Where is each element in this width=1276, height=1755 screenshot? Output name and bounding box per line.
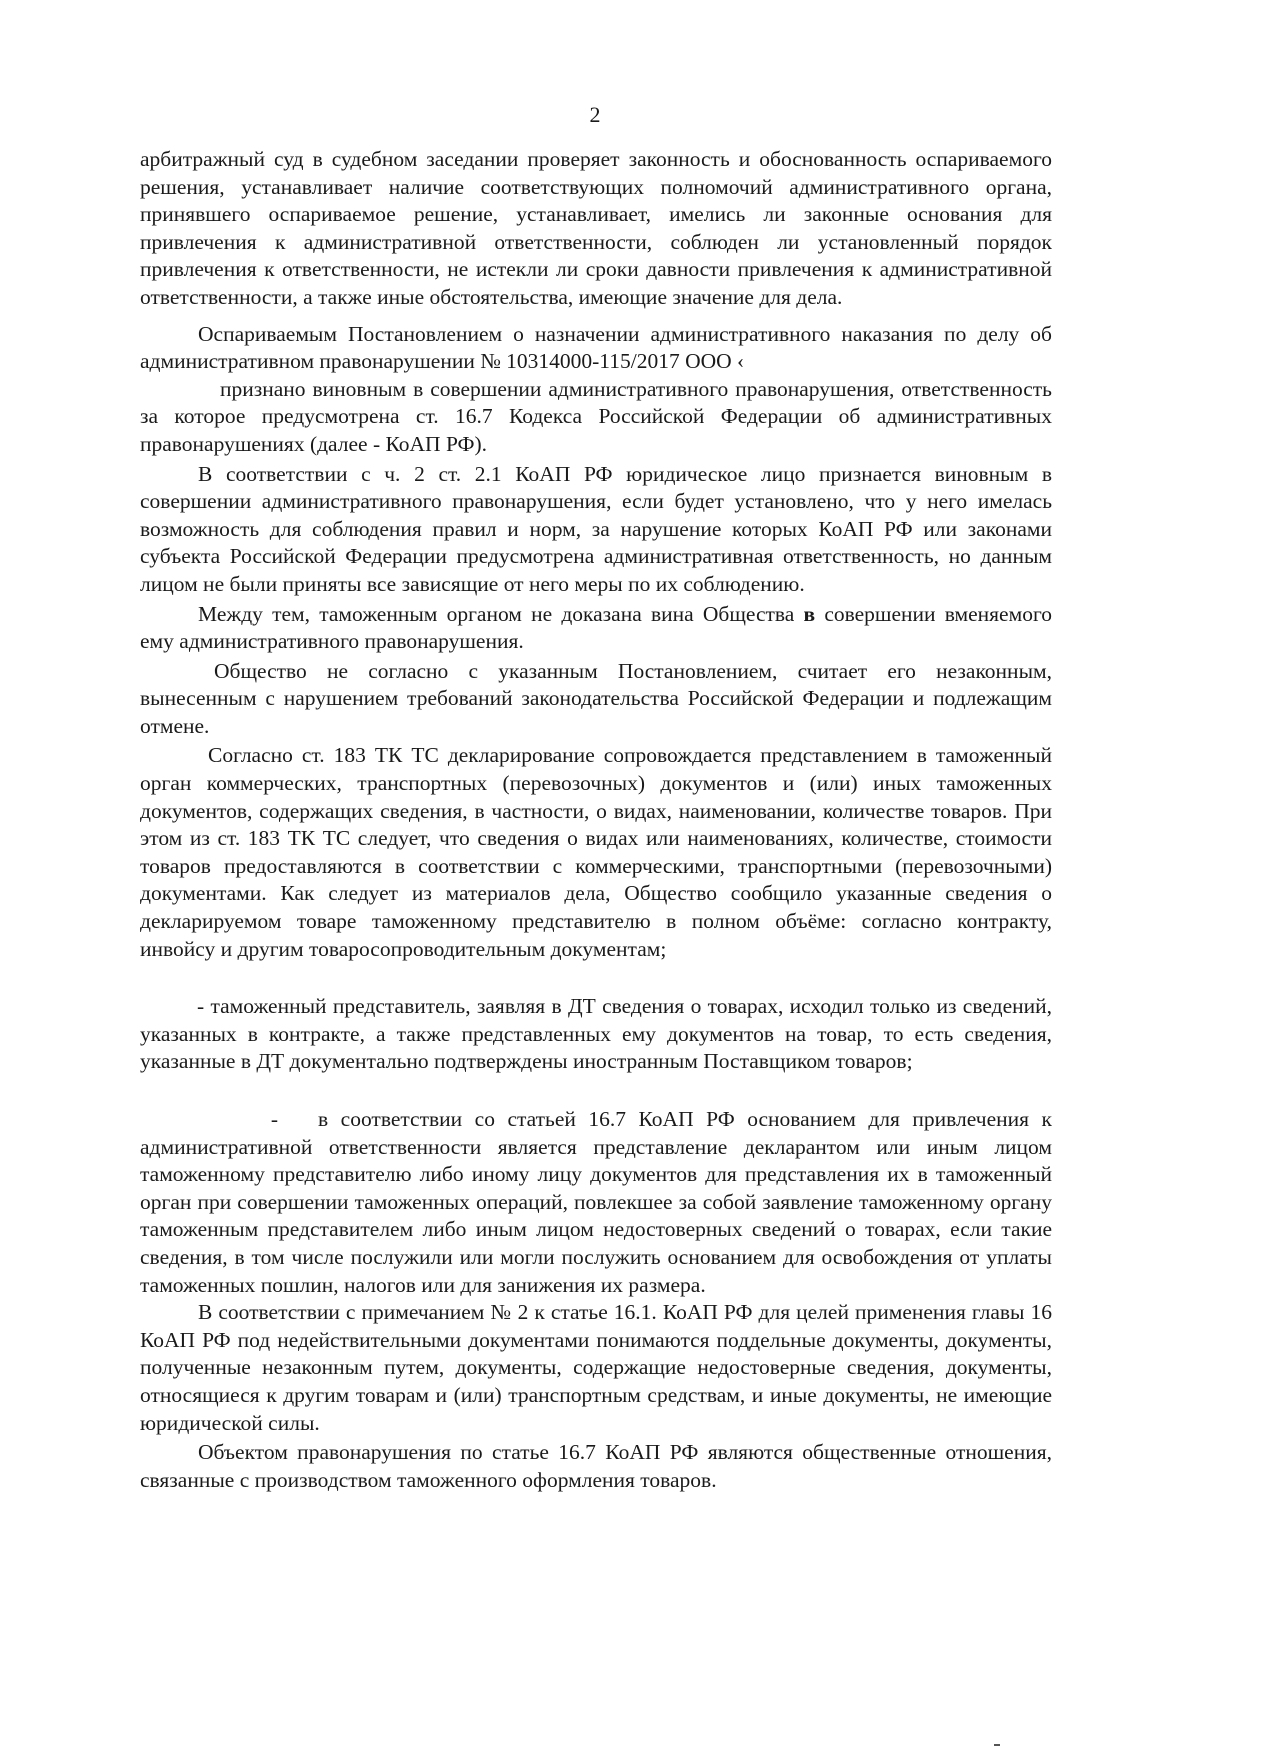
paragraph-contested-ruling bbox=[140, 321, 1052, 459]
list-item-customs-representative: - таможенный представитель, заявляя в ДТ сведения о товарах, исходил только из сведений, указанных в контракте, а также представленных ему документов на товар, то есть сведения, указанные в ДТ документально подтверждены иностранным Поставщиком товаров; bbox=[140, 994, 1052, 1074]
paragraph-guilt-after: совершении вменяемого ему административного правонарушения. bbox=[140, 601, 1052, 654]
paragraph-legal-entity-guilt: В соответствии с ч. 2 ст. 2.1 КоАП РФ юридическое лицо признается виновным в совершении административного правонарушения, если будет установлено, что у него имелась возможность для соблюдения правил и норм, за нарушение которых КоАП РФ или законами субъекта Российской Федерации предусмотрена административная ответственность, но данным лицом не были приняты все зависящие от него меры по их соблюдению. bbox=[140, 461, 1052, 596]
list-dash: - bbox=[270, 1107, 278, 1131]
paragraph-offence-object: Объектом правонарушения по статье 16.7 КоАП РФ являются общественные отношения, связанные с производством таможенного оформления товаров. bbox=[140, 1440, 1052, 1492]
list-item-article-16-7 bbox=[140, 1106, 1052, 1299]
scan-mark bbox=[994, 1744, 1000, 1746]
paragraph-disagreement: Общество не согласно с указанным Постановлением, считает его незаконным, вынесенным с нарушением требований законодательства Российской Федерации и подлежащим отмене. bbox=[140, 658, 1052, 738]
document-body bbox=[140, 146, 1052, 1494]
paragraph-guilt-bold: в bbox=[803, 601, 816, 626]
paragraph-court-review: арбитражный суд в судебном заседании проверяет законность и обоснованность оспариваемого решения, устанавливает наличие соответствующих полномочий административного органа, принявшего оспариваемое решение, устанавливает, имелись ли законные основания для привлечения к административной ответственности, соблюден ли установленный порядок привлечения к ответственности, не истекли ли сроки давности привлечения к административной ответственности, а также иные обстоятельства, имеющие значение для дела. bbox=[140, 147, 1052, 309]
list-item-article-16-7-text: в соответствии со статьей 16.7 КоАП РФ основанием для привлечения к административной ответственности является представление декларантом или иным лицом таможенному представителю либо иному лицу документов для представления их в таможенный орган при совершении таможенных операций, повлекшее за собой заявление таможенному органу таможенным представителем либо иным лицом недостоверных сведений о товарах, если такие сведения, в том числе послужили или могли послужить основанием для освобождения от уплаты таможенных пошлин, налогов или для занижения их размера. bbox=[140, 1107, 1052, 1297]
paragraph-guilt-not-proven bbox=[140, 601, 1052, 656]
paragraph-note-2: В соответствии с примечанием № 2 к статье 16.1. КоАП РФ для целей применения главы 16 КоАП РФ под недействительными документами понимаются поддельные документы, документы, полученные незаконным путем, документы, содержащие недостоверные сведения, документы, относящиеся к другим товарам и (или) транспортным средствам, и иные документы, не имеющие юридической силы. bbox=[140, 1300, 1052, 1435]
paragraph-guilt-before: Между тем, таможенным органом не доказана вина Общества bbox=[198, 601, 795, 626]
paragraph-contested-ruling-rest: признано виновным в совершении административного правонарушения, ответственность за которое предусмотрена ст. 16.7 Кодекса Российской Федерации об административных правонарушениях (далее - КоАП РФ). bbox=[140, 376, 1052, 456]
page-number: 2 bbox=[589, 102, 601, 127]
paragraph-contested-ruling-line1: Оспариваемым Постановлением о назначении административного наказания по делу об административном правонарушении № 10314000-115/2017 ООО ‹ bbox=[140, 321, 1052, 374]
paragraph-article-183: Согласно ст. 183 ТК ТС декларирование сопровождается представлением в таможенный орган коммерческих, транспортных (перевозочных) документов и (или) иных таможенных документов, содержащих сведения, в частности, о видах, наименовании, количестве товаров. При этом из ст. 183 ТК ТС следует, что сведения о видах или наименованиях, количестве, стоимости товаров предоставляются в соответствии с коммерческими, транспортными (перевозочными) документами. Как следует из материалов дела, Общество сообщило указанные сведения о декларируемом товаре таможенному представителю в полном объёме: согласно контракту, инвойсу и другим товаросопроводительным документам; bbox=[140, 743, 1052, 961]
